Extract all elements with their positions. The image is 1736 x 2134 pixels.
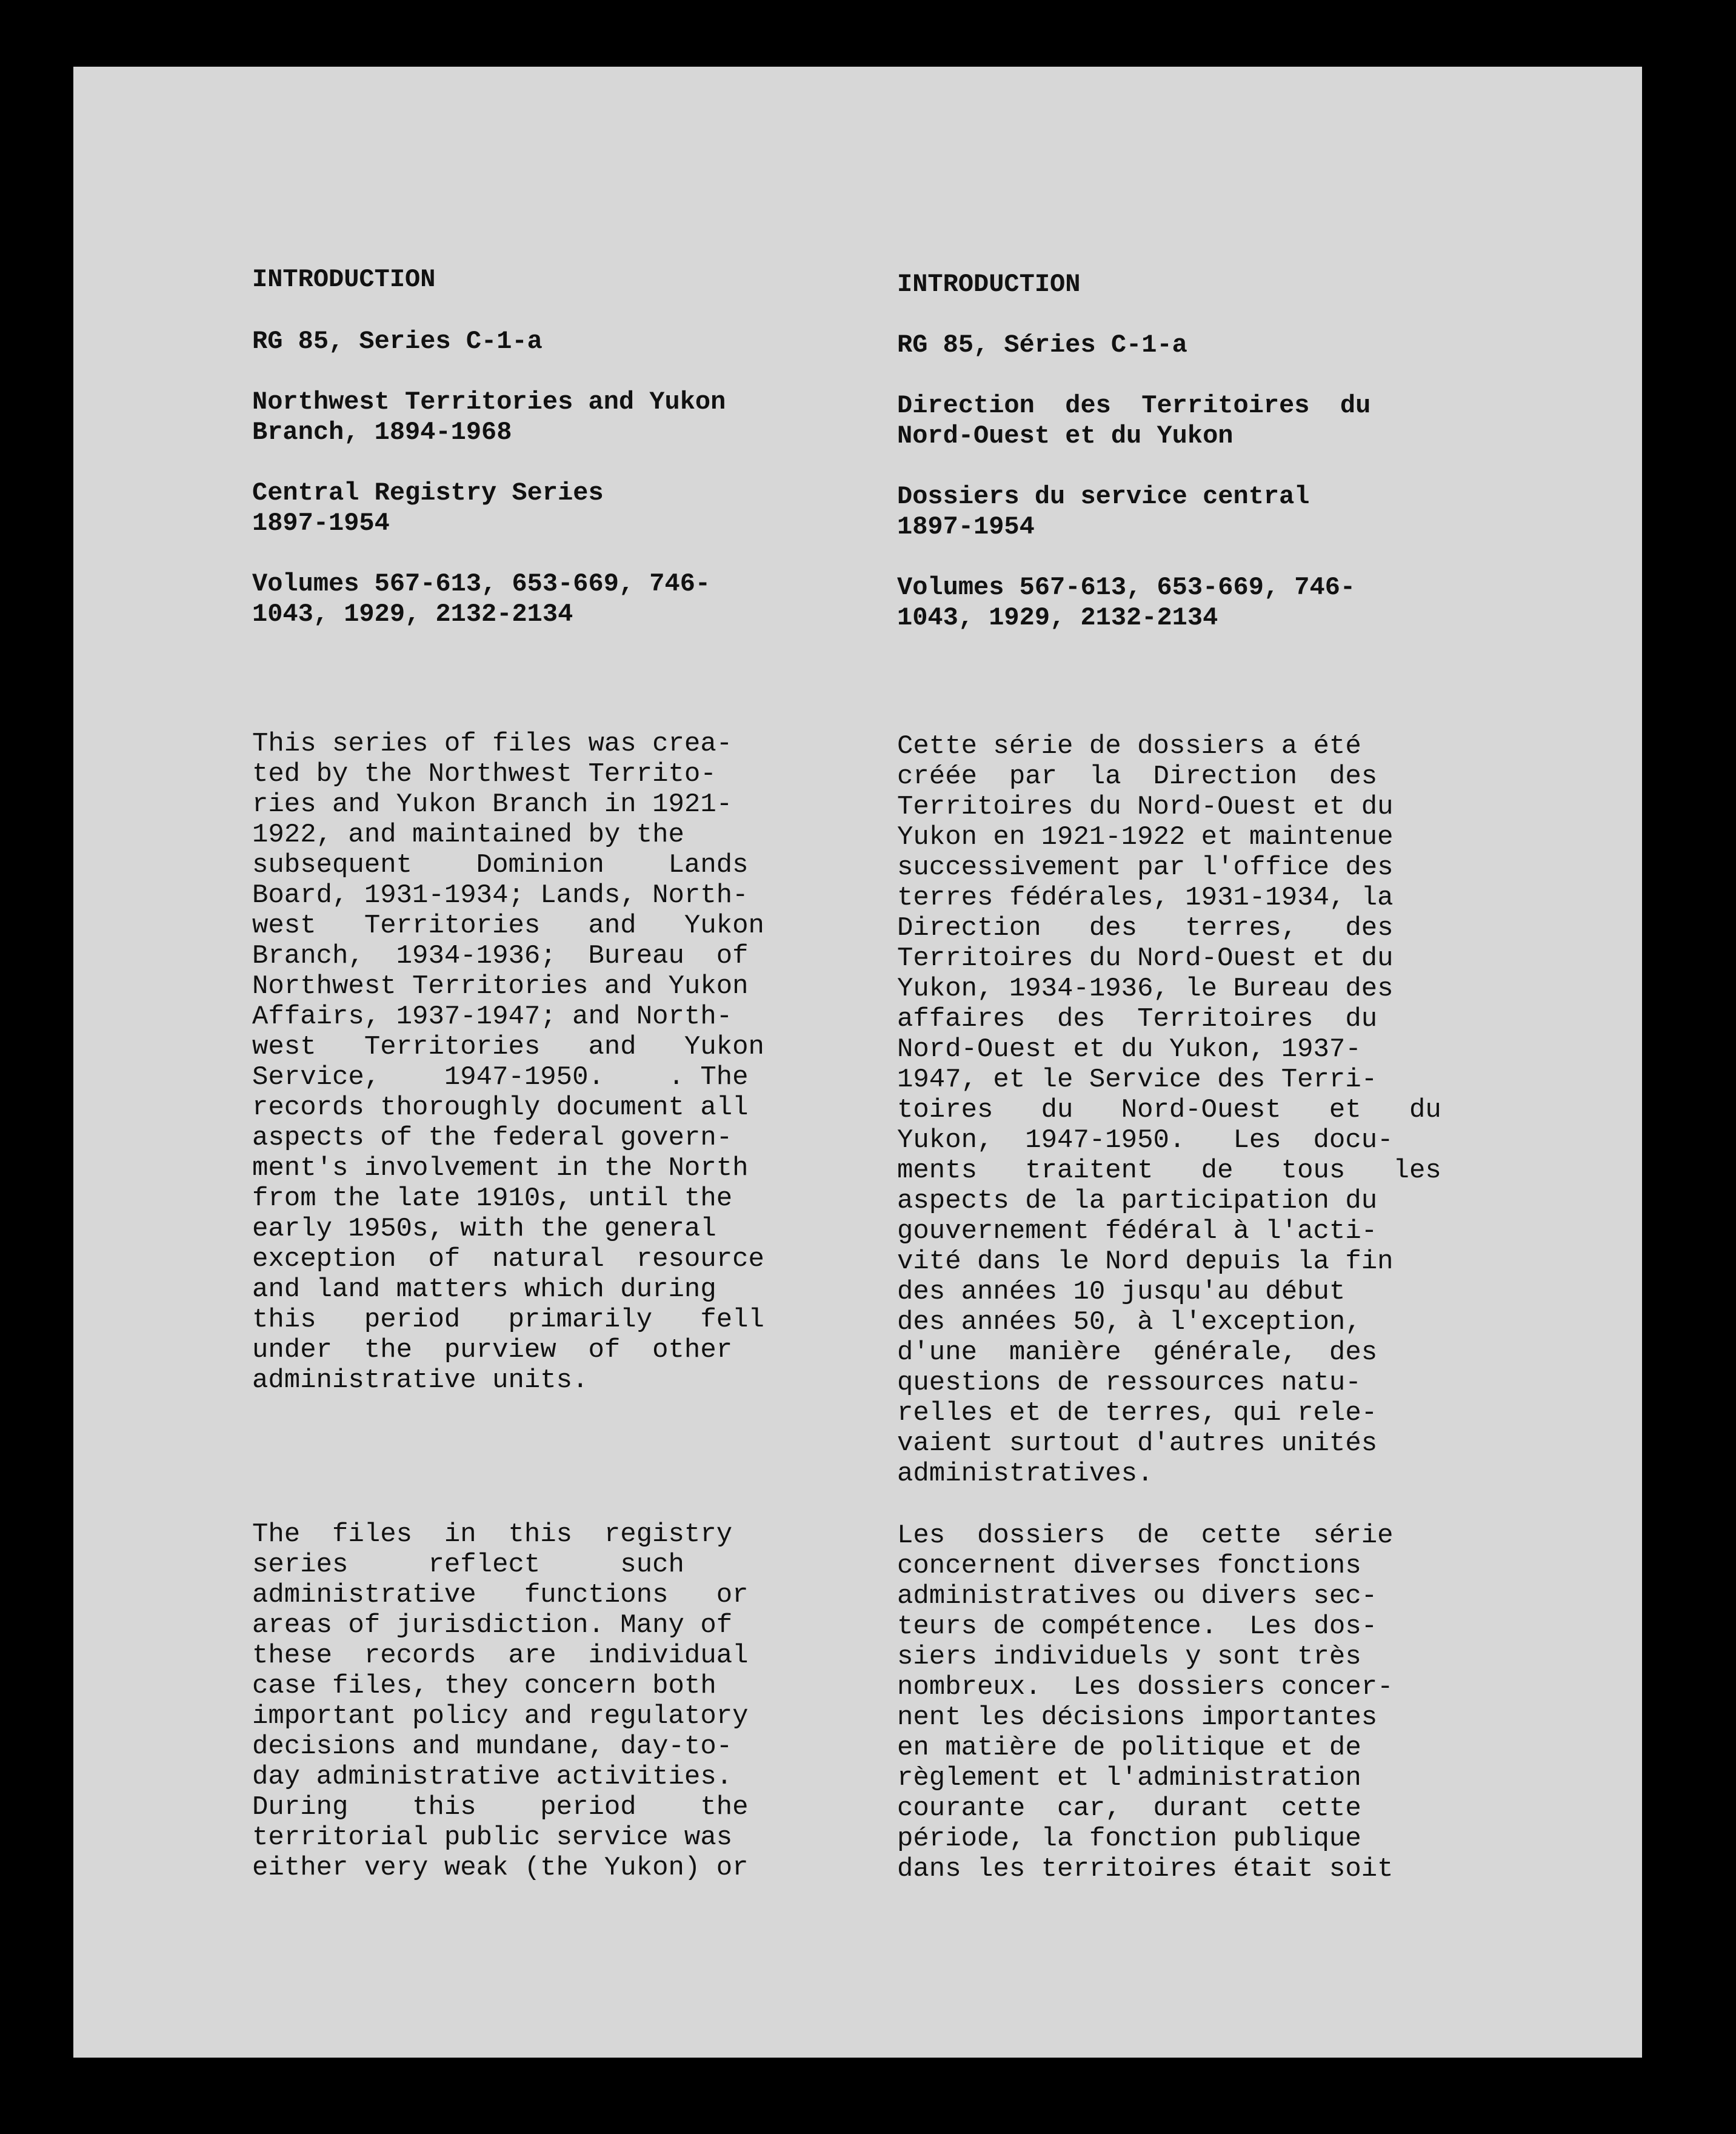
french-series-title: Dossiers du service central 1897-1954 xyxy=(897,482,1310,541)
english-series-title: Central Registry Series 1897-1954 xyxy=(252,478,604,538)
french-heading: INTRODUCTION xyxy=(897,270,1081,299)
french-paragraph-2: Les dossiers de cette série concernent diverses fonctions administratives ou divers sec- teurs de compétence. Les dos- siers individuels y sont très nombreux. Les dossiers concer- nent les décisions importantes en matière de politique et de règlement et l'administration courante car, durant cette période, la fonction publique dans les territoires était soit xyxy=(897,1520,1394,1884)
french-paragraph-1: Cette série de dossiers a été créée par la Direction des Territoires du Nord-Ouest et du Yukon en 1921-1922 et maintenue successivement par l'office des terres fédérales, 1931-1934, la Direction des terres, des Territoires du Nord-Ouest et du Yukon, 1934-1936, le Bureau des affaires des Territoires du Nord-Ouest et du Yukon, 1937- 1947, et le Service des Terri- toires du Nord-Ouest et du Yukon, 1947-1950. Les docu- ments traitent de tous les aspects de la participation du gouvernement fédéral à l'acti- vité dans le Nord depuis la fin des années 10 jusqu'au début des années 50, à l'exception, d'une manière générale, des questions de ressources natu- relles et de terres, qui rele- vaient surtout d'autres unités administratives. xyxy=(897,731,1441,1489)
english-record-group: RG 85, Series C-1-a xyxy=(252,327,542,356)
french-record-group: RG 85, Séries C-1-a xyxy=(897,330,1187,360)
english-paragraph-2: The files in this registry series reflect such administrative functions or areas of jurisdiction. Many of these records are individual case files, they concern both important policy and regulatory decisions and mundane, day-to- day administrative activities. During this period the territorial public service was either very weak (the Yukon) or xyxy=(252,1519,749,1883)
english-heading: INTRODUCTION xyxy=(252,265,436,294)
english-branch-title: Northwest Territories and Yukon Branch, 1894-1968 xyxy=(252,387,726,447)
english-volumes: Volumes 567-613, 653-669, 746- 1043, 1929, 2132-2134 xyxy=(252,569,711,629)
french-volumes: Volumes 567-613, 653-669, 746- 1043, 1929, 2132-2134 xyxy=(897,573,1356,632)
document-page xyxy=(73,67,1642,2058)
english-paragraph-1: This series of files was crea- ted by the Northwest Territo- ries and Yukon Branch in 1921- 1922, and maintained by the subsequent Dominion Lands Board, 1931-1934; Lands, North- west Territories and Yukon Branch, 1934-1936; Bureau of Northwest Territories and Yukon Affairs, 1937-1947; and North- west Territories and Yukon Service, 1947-1950. . The records thoroughly document all aspects of the federal govern- ment's involvement in the North from the late 1910s, until the early 1950s, with the general exception of natural resource and land matters which during this period primarily fell under the purview of other administrative units. xyxy=(252,729,764,1396)
french-branch-title: Direction des Territoires du Nord-Ouest et du Yukon xyxy=(897,391,1371,450)
